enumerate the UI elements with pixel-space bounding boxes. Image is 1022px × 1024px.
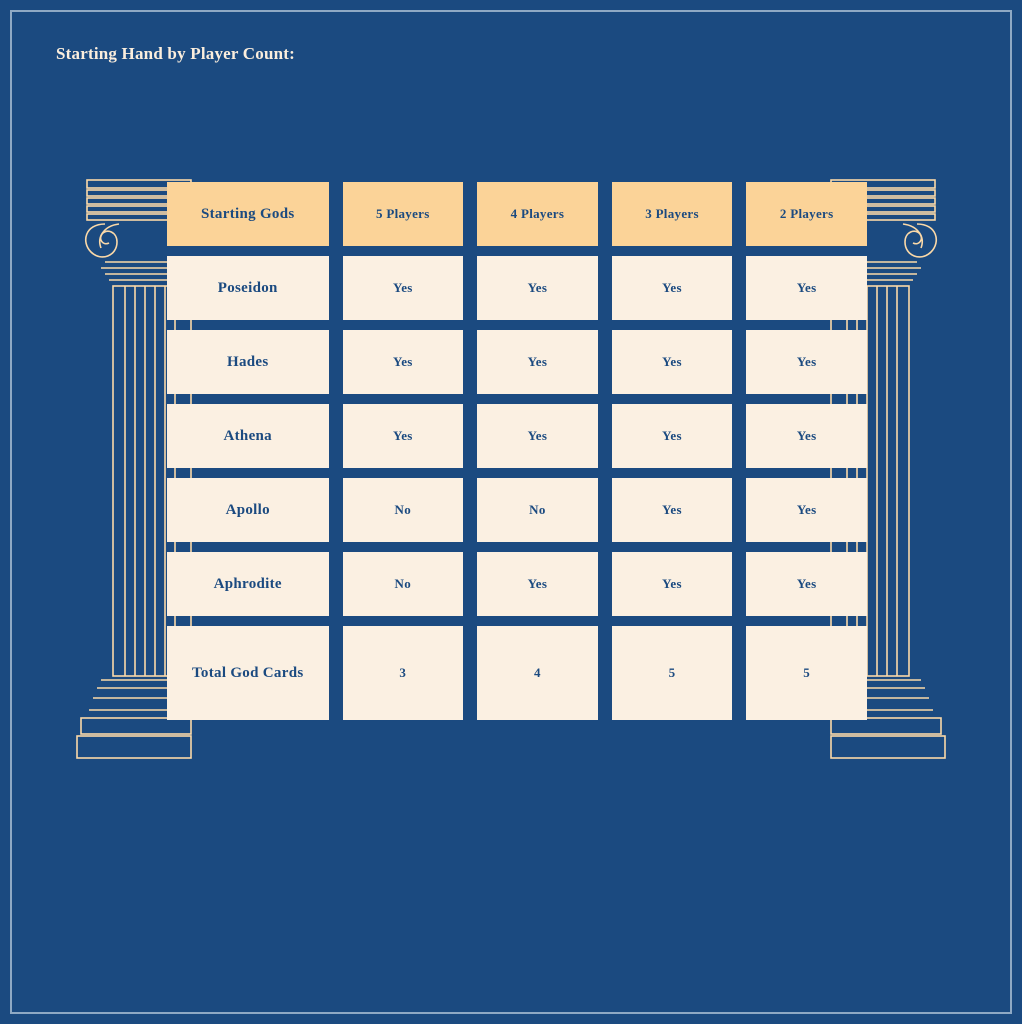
row-label: Apollo — [167, 478, 329, 542]
cell-value: 4 — [477, 626, 598, 720]
table-row — [167, 256, 867, 320]
value-cell — [343, 552, 464, 616]
table-row — [167, 552, 867, 616]
row-label: Poseidon — [167, 256, 329, 320]
cell-value: No — [477, 478, 598, 542]
column-header-label: 2 Players — [746, 182, 867, 246]
page-title: Starting Hand by Player Count: — [56, 44, 295, 63]
row-label-cell — [167, 626, 329, 720]
cell-value: 5 — [612, 626, 733, 720]
column-header-2-players — [746, 182, 867, 246]
value-cell — [612, 404, 733, 468]
column-header-label: Starting Gods — [167, 182, 329, 246]
row-label: Hades — [167, 330, 329, 394]
cell-value: Yes — [612, 404, 733, 468]
column-header-3-players — [612, 182, 733, 246]
cell-value: Yes — [343, 256, 464, 320]
cell-value: Yes — [746, 330, 867, 394]
row-label: Aphrodite — [167, 552, 329, 616]
cell-value: Yes — [612, 552, 733, 616]
column-header-5-players — [343, 182, 464, 246]
value-cell — [746, 330, 867, 394]
value-cell — [343, 330, 464, 394]
value-cell — [612, 626, 733, 720]
value-cell — [746, 552, 867, 616]
cell-value: Yes — [746, 404, 867, 468]
column-header-label: 4 Players — [477, 182, 598, 246]
comparison-table — [153, 172, 881, 730]
cell-value: Yes — [343, 404, 464, 468]
row-label-cell — [167, 256, 329, 320]
value-cell — [612, 552, 733, 616]
value-cell — [612, 256, 733, 320]
cell-value: Yes — [343, 330, 464, 394]
row-label-cell — [167, 552, 329, 616]
column-header-starting-gods — [167, 182, 329, 246]
cell-value: Yes — [746, 256, 867, 320]
cell-value: 3 — [343, 626, 464, 720]
cell-value: Yes — [477, 330, 598, 394]
value-cell — [477, 552, 598, 616]
value-cell — [343, 478, 464, 542]
value-cell — [343, 626, 464, 720]
value-cell — [746, 256, 867, 320]
starting-hand-table — [167, 182, 867, 720]
cell-value: Yes — [477, 404, 598, 468]
value-cell — [477, 626, 598, 720]
value-cell — [612, 330, 733, 394]
value-cell — [343, 256, 464, 320]
column-header-label: 5 Players — [343, 182, 464, 246]
column-header-label: 3 Players — [612, 182, 733, 246]
table-row — [167, 330, 867, 394]
cell-value: 5 — [746, 626, 867, 720]
cell-value: Yes — [612, 256, 733, 320]
row-label: Total God Cards — [167, 626, 329, 720]
column-header-4-players — [477, 182, 598, 246]
value-cell — [477, 330, 598, 394]
row-label-cell — [167, 330, 329, 394]
cell-value: Yes — [612, 330, 733, 394]
cell-value: No — [343, 552, 464, 616]
cell-value: Yes — [746, 552, 867, 616]
value-cell — [746, 404, 867, 468]
value-cell — [746, 478, 867, 542]
row-label: Athena — [167, 404, 329, 468]
table-row — [167, 404, 867, 468]
value-cell — [612, 478, 733, 542]
value-cell — [343, 404, 464, 468]
table-row — [167, 478, 867, 542]
cell-value: Yes — [612, 478, 733, 542]
row-label-cell — [167, 478, 329, 542]
table-row-total — [167, 626, 867, 720]
cell-value: Yes — [477, 552, 598, 616]
cell-value: No — [343, 478, 464, 542]
value-cell — [477, 478, 598, 542]
cell-value: Yes — [746, 478, 867, 542]
value-cell — [477, 256, 598, 320]
cell-value: Yes — [477, 256, 598, 320]
row-label-cell — [167, 404, 329, 468]
value-cell — [746, 626, 867, 720]
table-header-row — [167, 182, 867, 246]
value-cell — [477, 404, 598, 468]
